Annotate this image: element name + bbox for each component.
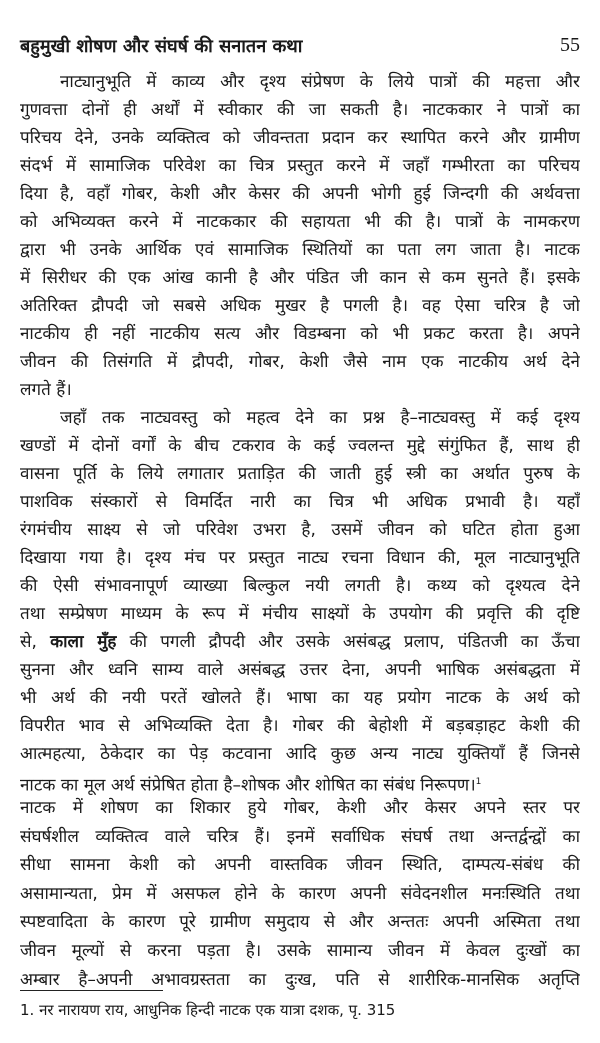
bold-title: काला मुँह bbox=[50, 632, 117, 652]
text-line: रंगमंचीय साक्ष्य से जो परिवेश उभरा है, उसमें जीवन को घटित होता हुआ bbox=[20, 520, 580, 540]
chapter-title: बहुमुखी शोषण और संघर्ष की सनातन कथा bbox=[20, 36, 303, 57]
text-line: जीवन की तिसंगति में द्रौपदी, गोबर, केशी जैसे नाम एक नाटकीय अर्थ देने bbox=[20, 352, 580, 372]
text-line: जीवन मूल्यों से करना पड़ता है। उसके सामान्य जीवन में केवल दुःखों का bbox=[20, 940, 580, 961]
text-line: तथा सम्प्रेषण माध्यम के रूप में मंचीय साक्ष्यों के उपयोग की प्रवृत्ति की दृष्टि bbox=[20, 604, 580, 624]
text-line: वासना पूर्ति के लिये लगातार प्रताड़ित की जाती हुई स्त्री का अर्थात पुरुष के bbox=[20, 464, 580, 484]
text-line: में सिरीधर की एक आंख कानी है और पंडित जी कान से कम सुनते हैं। इसके bbox=[20, 268, 580, 288]
text-line: जहाँ तक नाट्यवस्तु को महत्व देने का प्रश्न है–नाट्यवस्तु में कई दृश्य bbox=[60, 408, 580, 428]
footnote-divider bbox=[20, 990, 163, 991]
text-line: दिया है, वहाँ गोबर, केशी और केसर की अपनी भोगी हुई जिन्दगी की अर्थवत्ता bbox=[20, 184, 580, 204]
text-line: को अभिव्यक्त करने में नाटककार की सहायता भी की है। पात्रों के नामकरण bbox=[20, 212, 580, 232]
paragraph-1 bbox=[20, 68, 580, 404]
text-line: दिखाया गया है। दृश्य मंच पर प्रस्तुत नाट्य रचना विधान की, मूल नाट्यानुभूति bbox=[20, 548, 580, 568]
text-line: खण्डों में दोनों वर्गों के बीच टकराव के कई ज्वलन्त मुद्दे संगुंफित हैं, साथ ही bbox=[20, 436, 580, 456]
text-line: असामान्यता, प्रेम में असफल होने के कारण अपनी संवेदनशील मनःस्थिति तथा bbox=[20, 883, 580, 904]
footnote-marker: 1 bbox=[475, 777, 482, 787]
page-number: 55 bbox=[560, 34, 580, 56]
text-line bbox=[20, 628, 580, 656]
running-header bbox=[20, 34, 580, 62]
text-line: विपरीत भाव से अभिव्यक्ति देता है। गोबर की बेहोशी में बड़बड़ाहट केशी की bbox=[20, 716, 580, 736]
text-line: नाट्यानुभूति में काव्य और दृश्य संप्रेषण के लिये पात्रों की महत्ता और bbox=[60, 72, 580, 92]
text-line: सीधा सामना केशी को अपनी वास्तविक जीवन स्थिति, दाम्पत्य-संबंध की bbox=[20, 855, 580, 876]
text-line: आत्महत्या, ठेकेदार का पेड़ कटवाना आदि कुछ अन्य नाट्य युक्तियाँ हैं जिनसे bbox=[20, 744, 580, 764]
text-line: द्वारा भी उनके आर्थिक एवं सामाजिक स्थितियों का पता लग जाता है। नाटक bbox=[20, 240, 580, 260]
text-line: स्पष्टवादिता के कारण पूरे ग्रामीण समुदाय से और अन्ततः अपनी अस्मिता तथा bbox=[20, 912, 580, 933]
text-line: भी अर्थ की नयी परतें खोलते हैं। भाषा का यह प्रयोग नाटक के अर्थ को bbox=[20, 688, 580, 708]
text-line: नाटकीय ही नहीं नाटकीय सत्य और विडम्बना को भी प्रकट करता है। अपने bbox=[20, 324, 580, 344]
text-line: परिचय देने, उनके व्यक्तित्व को जीवन्तता प्रदान कर स्थापित करने और ग्रामीण bbox=[20, 128, 580, 148]
text-line: लगते हैं। bbox=[20, 380, 72, 400]
text-line: अतिरिक्त द्रौपदी जो सबसे अधिक मुखर है पगली है। वह ऐसा चरित्र है जो bbox=[20, 296, 580, 316]
paragraph-3 bbox=[20, 794, 580, 994]
text-line: अम्बार है–अपनी अभावग्रस्तता का दुःख, पति से शारीरिक-मानसिक अतृप्ति bbox=[20, 969, 580, 990]
text-line: सुनना और ध्वनि साम्य वाले असंबद्ध उत्तर देना, अपनी भाषिक असंबद्धता में bbox=[20, 660, 580, 680]
paragraph-2 bbox=[20, 404, 580, 796]
text-line: नाटक का मूल अर्थ संप्रेषित होता है–शोषक और शोषित का संबंध निरूपण।$^1$ bbox=[20, 775, 482, 796]
text-line: की ऐसी संभावनापूर्ण व्याख्या बिल्कुल नयी लगती है। कथ्य को दृश्यत्व देने bbox=[20, 576, 580, 596]
text-line: गुणवत्ता दोनों ही अर्थों में स्वीकार की जा सकती है। नाटककार ने पात्रों का bbox=[20, 100, 580, 120]
text-line: नाटक में शोषण का शिकार हुये गोबर, केशी और केसर अपने स्तर पर bbox=[20, 798, 580, 818]
text-line: संदर्भ में सामाजिक परिवेश का चित्र प्रस्तुत करने में जहाँ गम्भीरता का परिचय bbox=[20, 156, 580, 176]
text-line: संघर्षशील व्यक्तित्व वाले चरित्र हैं। इनमें सर्वाधिक संघर्ष तथा अन्तर्द्वन्द्वों का bbox=[20, 826, 580, 847]
footnote: 1. नर नारायण राय, आधुनिक हिन्दी नाटक एक यात्रा दशक, पृ. 315 bbox=[20, 1001, 396, 1019]
text-line: पाशविक संस्कारों से विमर्दित नारी का चित्र भी अधिक प्रभावी है। यहाँ bbox=[20, 492, 580, 512]
text-segment: से, bbox=[20, 632, 51, 652]
text-segment: की पगली द्रौपदी और उसके असंबद्ध प्रलाप, पंडितजी का ऊँचा bbox=[116, 632, 580, 652]
